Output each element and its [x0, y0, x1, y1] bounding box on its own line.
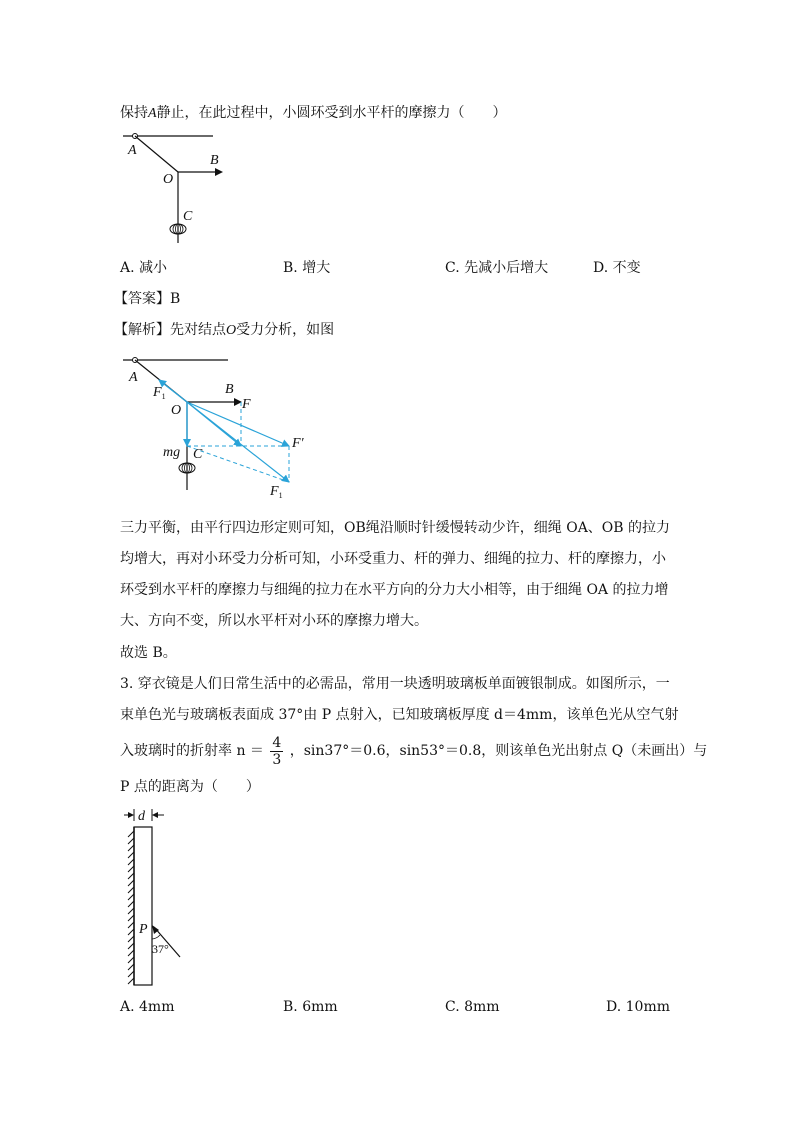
q2-analysis-line-4: 大、方向不变，所以水平杆对小环的摩擦力增大。 [120, 613, 428, 629]
label-d: d [138, 809, 145, 824]
q2-stem-tail: 保持A静止，在此过程中，小圆环受到水平杆的摩擦力（ ） [120, 105, 507, 121]
q2-analysis-line-2: 均增大，再对小环受力分析可知，小环受重力、杆的弹力、细绳的拉力、杆的摩擦力，小 [120, 551, 666, 567]
label-b: B [210, 153, 219, 168]
q2-answer [114, 289, 180, 309]
figure-force-analysis [115, 350, 315, 510]
label-mg: mg [163, 445, 181, 460]
figure-glass-plate [118, 805, 208, 990]
q2-option-c[interactable]: C. 先减小后增大 [445, 260, 549, 276]
q2-analysis-line-3: 环受到水平杆的摩擦力与细绳的拉力在水平方向的分力大小相等，由于细绳 OA 的拉力增 [120, 582, 669, 598]
q2-option-d[interactable]: D. 不变 [593, 260, 641, 276]
q3-option-a[interactable]: A. 4mm [120, 999, 175, 1015]
q2-option-b[interactable]: B. 增大 [283, 260, 331, 276]
glass-plate [134, 827, 152, 985]
label-o: O [171, 403, 182, 418]
label-c: C [183, 209, 193, 224]
label-a: A [128, 143, 137, 158]
label-f-prime: F′ [292, 436, 304, 451]
q3-line-2: 束单色光与玻璃板表面成 37°由 P 点射入，已知玻璃板厚度 d＝4mm，该单色光从空气射 [120, 707, 679, 723]
force-f-prime [187, 402, 289, 446]
label-p: P [139, 922, 148, 937]
label-angle: 37° [152, 942, 169, 956]
answer-tag: 【答案】 [114, 291, 170, 307]
q3-option-b[interactable]: B. 6mm [283, 999, 338, 1015]
label-f1-top: $F_1$ [153, 385, 166, 401]
q3-line-3: 入玻璃时的折射率 n ＝ $\frac{4}{3}$ ，sin37°＝0.6，sin53°＝0.8，则该单色光出射点 Q（未画出）与 [120, 734, 708, 768]
label-f1-bottom: $F_1$ [270, 484, 283, 500]
figure-rope-ring [115, 128, 255, 248]
label-a: A [129, 370, 138, 385]
label-f: F [242, 397, 251, 412]
q3-option-d[interactable]: D. 10mm [606, 999, 671, 1015]
answer-value: B [170, 291, 181, 307]
label-o: O [163, 172, 174, 187]
label-b: B [225, 382, 234, 397]
q2-analysis-line-1: 三力平衡，由平行四边形定则可知，OB绳沿顺时针缓慢转动少许，细绳 OA、OB 的拉力 [120, 520, 671, 536]
force-f1-down [187, 402, 289, 482]
silver-hatching [128, 831, 134, 984]
q3-option-c[interactable]: C. 8mm [445, 999, 500, 1015]
q2-analysis-intro: 【解析】先对结点O受力分析，如图 [114, 322, 335, 338]
q3-line-4: P 点的距离为（ ） [120, 779, 260, 795]
rope-oa [135, 136, 178, 172]
fraction-4-3: $\frac{4}{3}$ [272, 734, 282, 768]
arrowhead-b [215, 168, 223, 176]
q3-line-1: 3. 穿衣镜是人们日常生活中的必需品，常用一块透明玻璃板单面镀银制成。如图所示，一 [120, 676, 670, 692]
label-c: C [193, 447, 203, 462]
q2-option-a[interactable]: A. 减小 [120, 260, 168, 276]
q2-conclusion: 故选 B。 [120, 645, 177, 661]
analysis-tag: 【解析】 [114, 322, 170, 338]
